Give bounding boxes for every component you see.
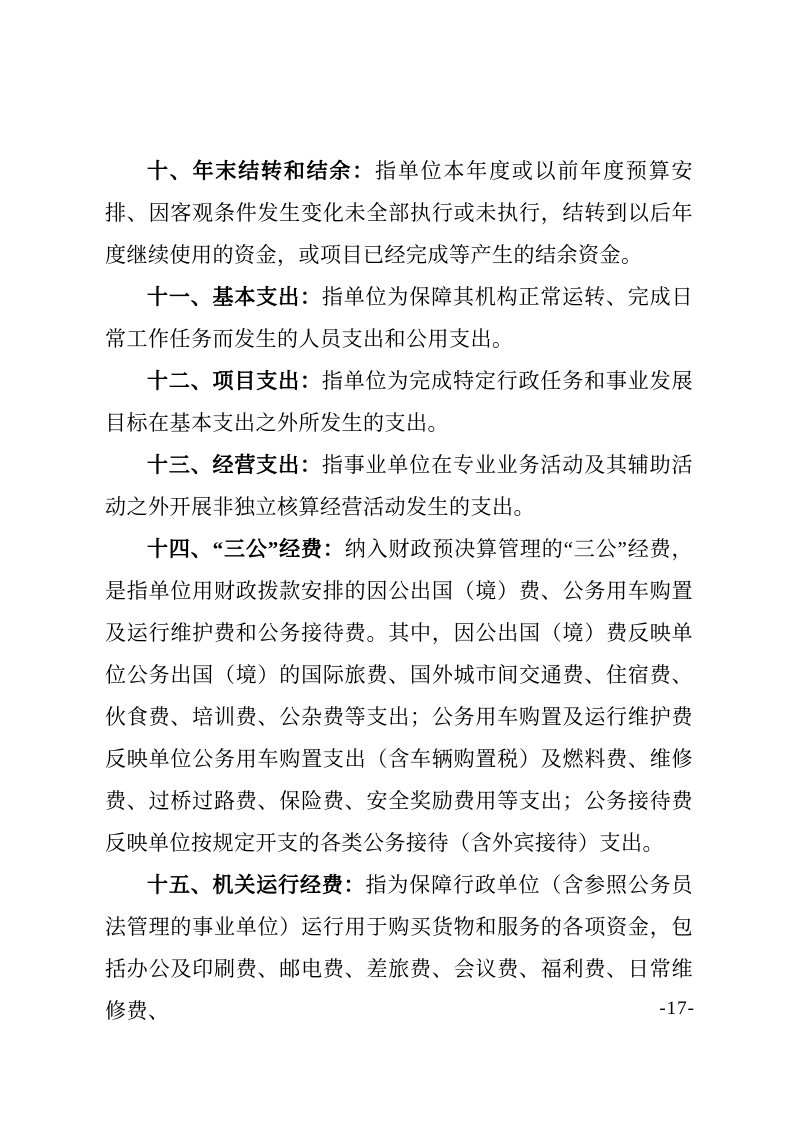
page-number: -17- bbox=[659, 998, 695, 1019]
term-definition: 指单位为完成特定行政任务和事业发展目标在基本支出之外所发生的支出。 bbox=[105, 369, 694, 435]
term-definition: 指事业单位在专业业务活动及其辅助活动之外开展非独立核算经营活动发生的支出。 bbox=[105, 453, 694, 519]
paragraph-term-14 bbox=[105, 528, 693, 864]
paragraph-term-13 bbox=[105, 444, 693, 528]
paragraph-term-10 bbox=[105, 150, 693, 276]
paragraph-term-15 bbox=[105, 864, 693, 1032]
document-body bbox=[105, 150, 693, 1032]
term-label: 十五、机关运行经费： bbox=[147, 873, 366, 897]
paragraph-term-12 bbox=[105, 360, 693, 444]
term-definition: 指单位为保障其机构正常运转、完成日常工作任务而发生的人员支出和公用支出。 bbox=[105, 285, 694, 351]
term-label: 十一、基本支出： bbox=[147, 285, 322, 309]
term-label: 十二、项目支出： bbox=[147, 369, 322, 393]
term-label: 十四、“三公”经费： bbox=[147, 537, 345, 561]
term-label: 十、年末结转和结余： bbox=[147, 159, 376, 183]
paragraph-term-11 bbox=[105, 276, 693, 360]
term-definition: 指为保障行政单位（含参照公务员法管理的事业单位）运行用于购买货物和服务的各项资金，包括办公及印刷费、邮电费、差旅费、会议费、福利费、日常维修费、 bbox=[105, 873, 694, 1023]
term-label: 十三、经营支出： bbox=[147, 453, 322, 477]
term-definition: 指单位本年度或以前年度预算安排、因客观条件发生变化未全部执行或未执行，结转到以后年度继续使用的资金，或项目已经完成等产生的结余资金。 bbox=[105, 159, 694, 267]
term-definition: 纳入财政预决算管理的“三公”经费，是指单位用财政拨款安排的因公出国（境）费、公务用车购置及运行维护费和公务接待费。其中，因公出国（境）费反映单位公务出国（境）的国际旅费、国外城市间交通费、住宿费、伙食费、培训费、公杂费等支出；公务用车购置及运行维护费反映单位公务用车购置支出（含车辆购置税）及燃料费、维修费、过桥过路费、保险费、安全奖励费用等支出；公务接待费反映单位按规定开支的各类公务接待（含外宾接待）支出。 bbox=[105, 537, 694, 855]
